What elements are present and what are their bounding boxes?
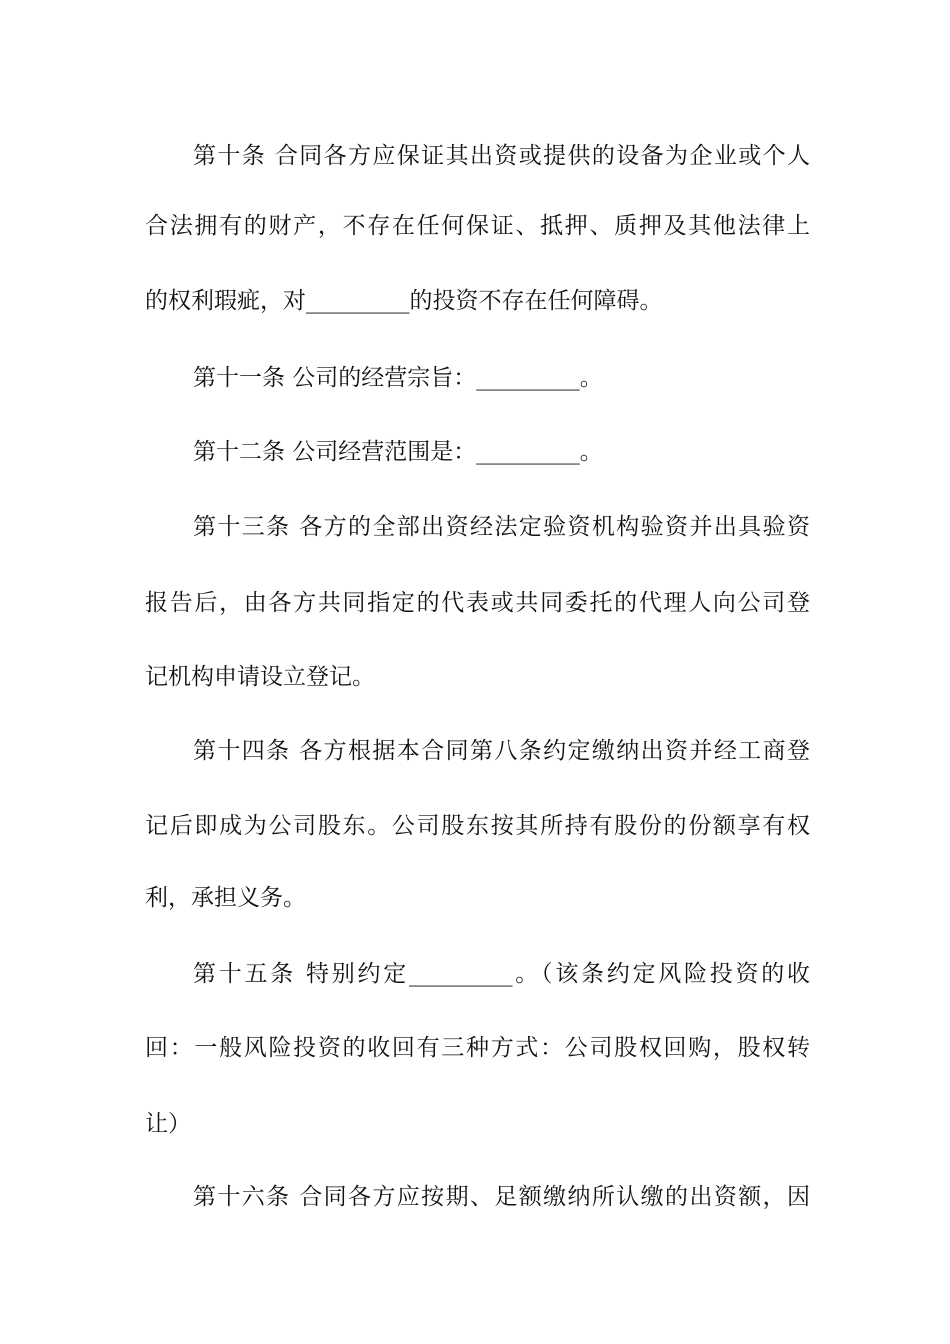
article-15-line-3: 让） bbox=[145, 1111, 191, 1137]
article-15-line-2: 回：一般风险投资的收回有三种方式：公司股权回购，股权转 bbox=[145, 1035, 810, 1061]
article-13-line-2: 报告后，由各方共同指定的代表或共同委托的代理人向公司登 bbox=[145, 590, 810, 616]
article-10-line-2: 合法拥有的财产，不存在任何保证、抵押、质押及其他法律上 bbox=[145, 213, 810, 239]
article-13-line-1: 第十三条 各方的全部出资经法定验资机构验资并出具验资 bbox=[193, 514, 810, 540]
article-10-line-1: 第十条 合同各方应保证其出资或提供的设备为企业或个人 bbox=[193, 143, 810, 169]
article-14-line-1: 第十四条 各方根据本合同第八条约定缴纳出资并经工商登 bbox=[193, 738, 810, 764]
article-15-line-1: 第十五条 特别约定_________。（该条约定风险投资的收 bbox=[193, 961, 810, 987]
article-11: 第十一条 公司的经营宗旨：_________。 bbox=[193, 365, 603, 391]
article-13-line-3: 记机构申请设立登记。 bbox=[145, 664, 375, 690]
article-14-line-2: 记后即成为公司股东。公司股东按其所持有股份的份额享有权 bbox=[145, 813, 810, 839]
article-10-line-3: 的权利瑕疵，对_________的投资不存在任何障碍。 bbox=[145, 288, 663, 314]
article-12: 第十二条 公司经营范围是：_________。 bbox=[193, 439, 603, 465]
article-14-line-3: 利，承担义务。 bbox=[145, 885, 306, 911]
article-16-line-1: 第十六条 合同各方应按期、足额缴纳所认缴的出资额，因 bbox=[193, 1184, 810, 1210]
